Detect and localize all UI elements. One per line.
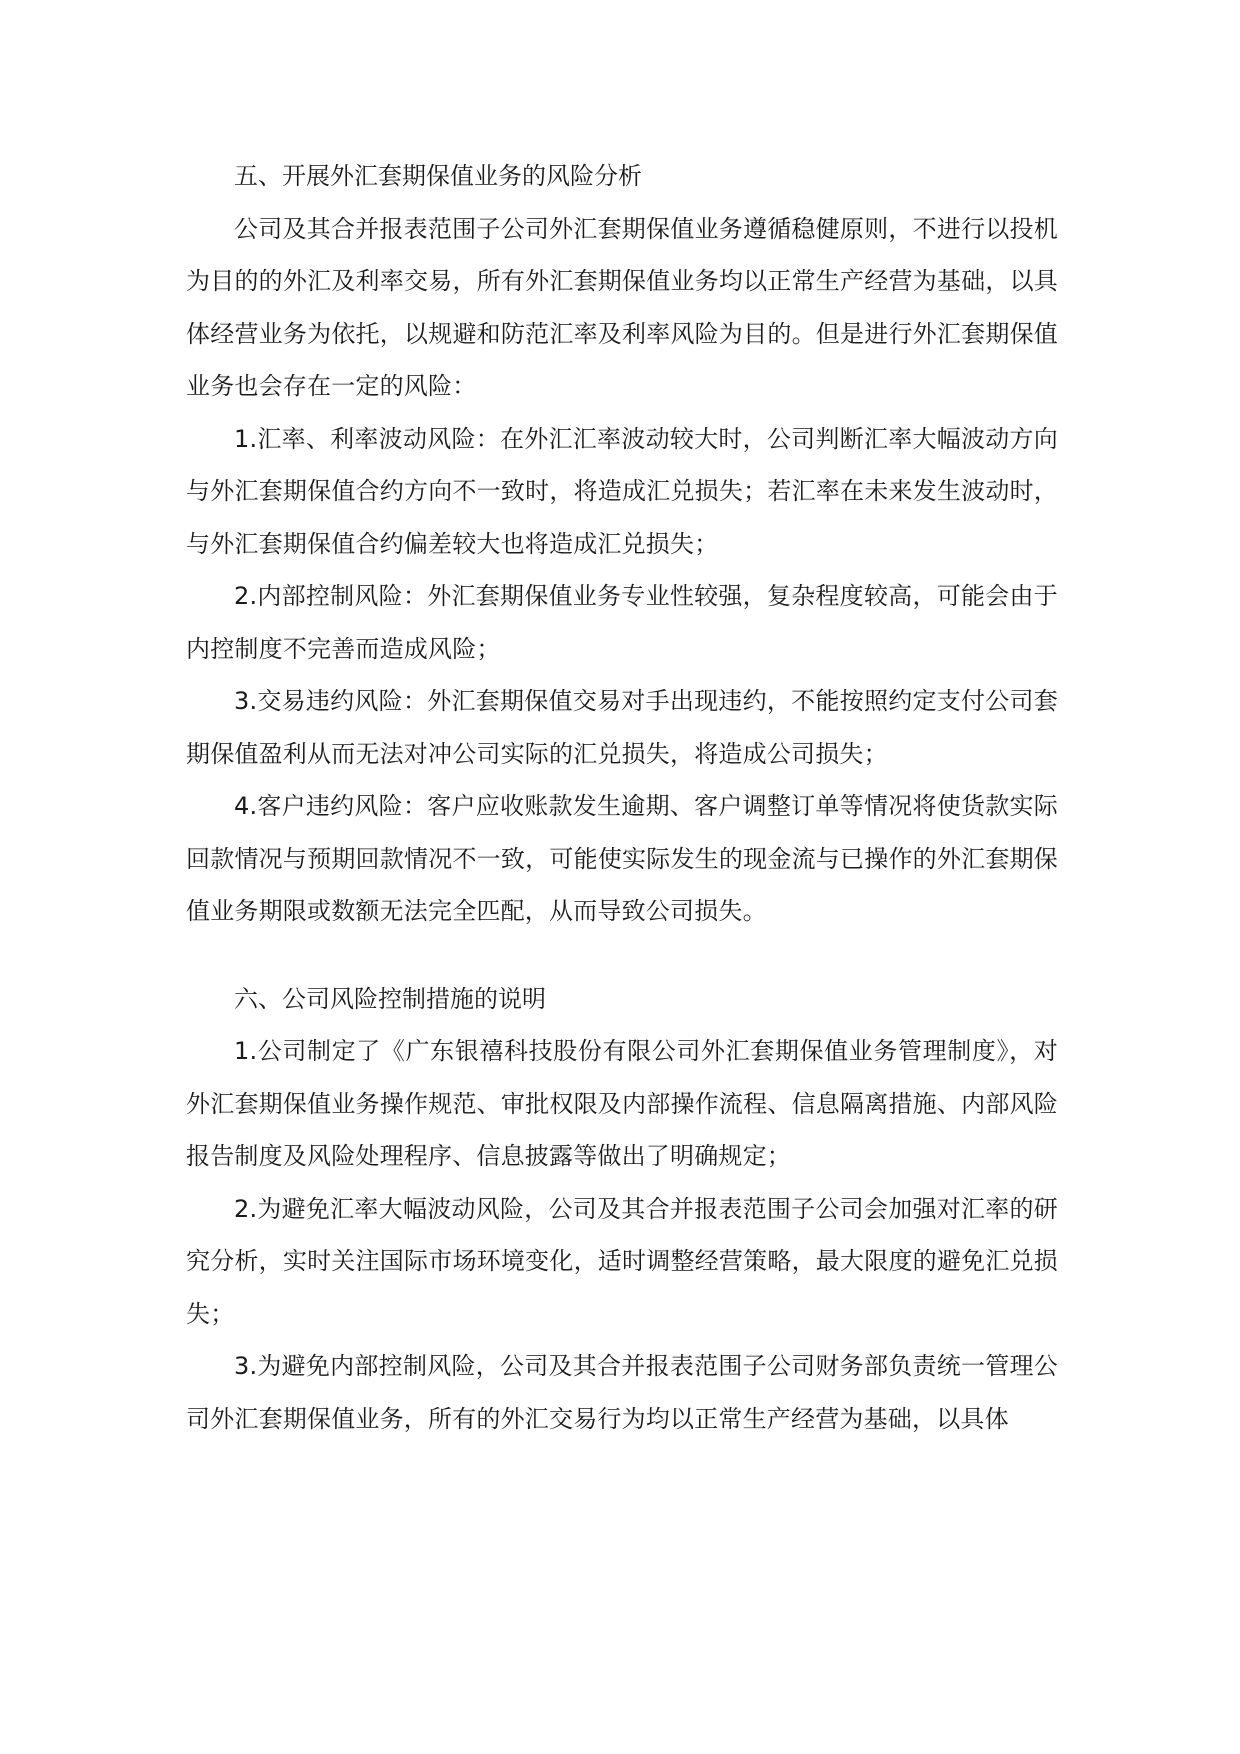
section-6-paragraph-2: 2.为避免汇率大幅波动风险，公司及其合并报表范围子公司会加强对汇率的研究分析，实时关注国际市场环境变化，适时调整经营策略，最大限度的避免汇兑损失；	[186, 1194, 1058, 1328]
section-6-heading: 六、公司风险控制措施的说明	[234, 984, 546, 1013]
section-5-heading: 五、开展外汇套期保值业务的风险分析	[234, 162, 642, 190]
section-5-paragraph-1: 1.汇率、利率波动风险：在外汇汇率波动较大时，公司判断汇率大幅波动方向与外汇套期保值合约方向不一致时，将造成汇兑损失；若汇率在未来发生波动时，与外汇套期保值合约偏差较大也将造成汇兑损失；	[186, 424, 1058, 558]
section-6-paragraph-3: 3.为避免内部控制风险，公司及其合并报表范围子公司财务部负责统一管理公司外汇套期保值业务，所有的外汇交易行为均以正常生产经营为基础，以具体	[186, 1352, 1058, 1433]
document-body	[186, 150, 1058, 1445]
section-5-paragraph-2: 2.内部控制风险：外汇套期保值业务专业性较强，复杂程度较高，可能会由于内控制度不完善而造成风险；	[186, 582, 1058, 663]
section-5-paragraph-intro: 公司及其合并报表范围子公司外汇套期保值业务遵循稳健原则，不进行以投机为目的的外汇及利率交易，所有外汇套期保值业务均以正常生产经营为基础，以具体经营业务为依托，以规避和防范汇率及利率风险为目的。但是进行外汇套期保值业务也会存在一定的风险：	[186, 214, 1058, 400]
section-5-paragraph-4: 4.客户违约风险：客户应收账款发生逾期、客户调整订单等情况将使货款实际回款情况与预期回款情况不一致，可能使实际发生的现金流与已操作的外汇套期保值业务期限或数额无法完全匹配，从而导致公司损失。	[186, 792, 1058, 925]
section-spacer	[186, 938, 1058, 973]
section-5-paragraph-3: 3.交易违约风险：外汇套期保值交易对手出现违约，不能按照约定支付公司套期保值盈利从而无法对冲公司实际的汇兑损失，将造成公司损失；	[186, 687, 1058, 768]
section-6-paragraph-1: 1.公司制定了《广东银禧科技股份有限公司外汇套期保值业务管理制度》，对外汇套期保值业务操作规范、审批权限及内部操作流程、信息隔离措施、内部风险报告制度及风险处理程序、信息披露等做出了明确规定；	[186, 1037, 1058, 1170]
